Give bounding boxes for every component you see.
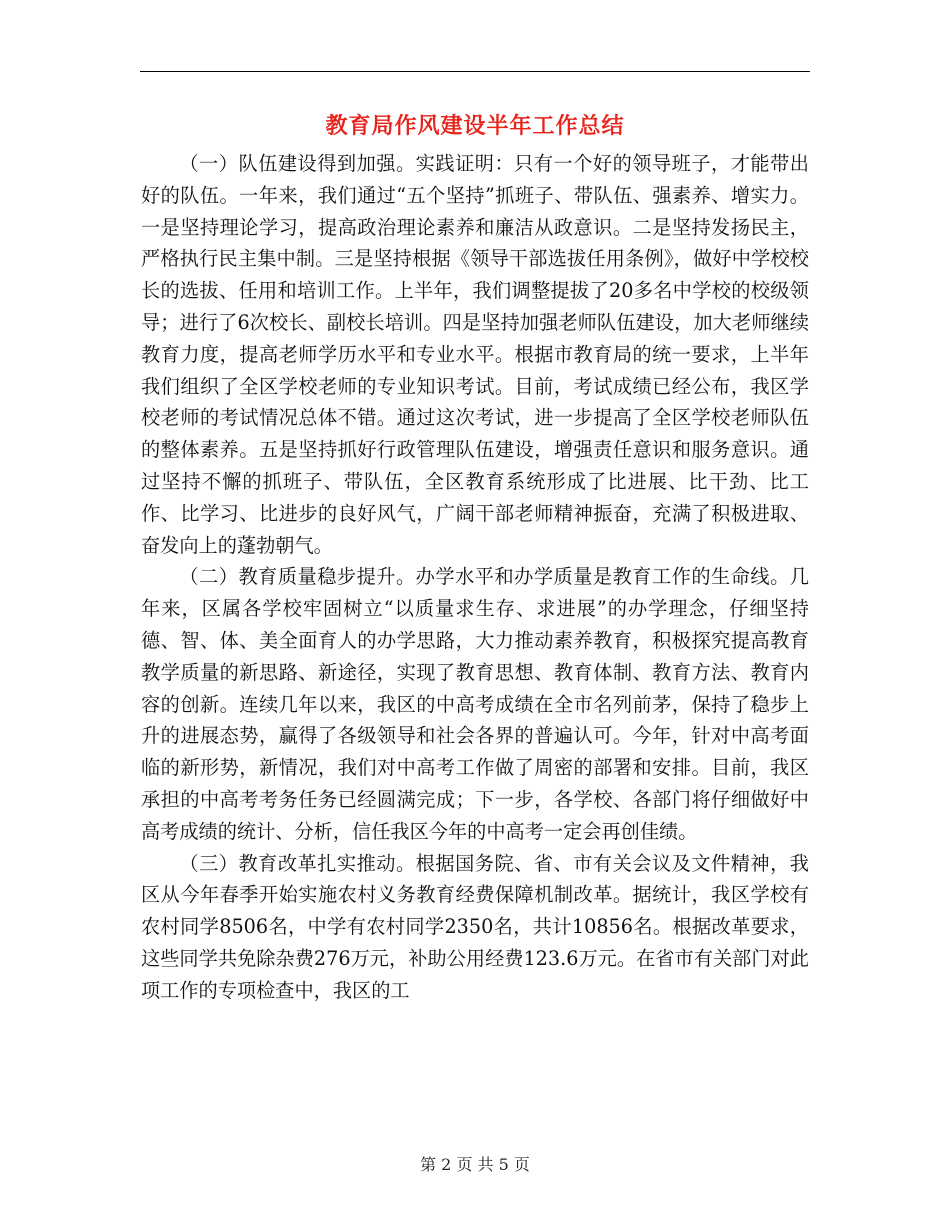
page-number-footer: 第 2 页 共 5 页	[420, 1155, 530, 1174]
header-rule	[140, 71, 810, 72]
paragraph-education-quality: （二）教育质量稳步提升。办学水平和办学质量是教育工作的生命线。几年来，区属各学校牢固树立“以质量求生存、求进展”的办学理念，仔细坚持德、智、体、美全面育人的办学思路，大力推动素养教育，积极探究提高教育教学质量的新思路、新途径，实现了教育思想、教育体制、教育方法、教育内容的创新。连续几年以来，我区的中高考成绩在全市名列前茅，保持了稳步上升的进展态势，赢得了各级领导和社会各界的普遍认可。今年，针对中高考面临的新形势，新情况，我们对中高考工作做了周密的部署和安排。目前，我区承担的中高考考务任务已经圆满完成；下一步，各学校、各部门将仔细做好中高考成绩的统计、分析，信任我区今年的中高考一定会再创佳绩。	[141, 565, 809, 843]
paragraph-team-building: （一）队伍建设得到加强。实践证明：只有一个好的领导班子，才能带出好的队伍。一年来，我们通过“五个坚持”抓班子、带队伍、强素养、增实力。一是坚持理论学习，提高政治理论素养和廉洁从政意识。二是坚持发扬民主，严格执行民主集中制。三是坚持根据《领导干部选拔任用条例》，做好中学校校长的选拔、任用和培训工作。上半年，我们调整提拔了20多名中学校的校级领导；进行了6次校长、副校长培训。四是坚持加强老师队伍建设，加大老师继续教育力度，提高老师学历水平和专业水平。根据市教育局的统一要求，上半年我们组织了全区学校老师的专业知识考试。目前，考试成绩已经公布，我区学校老师的考试情况总体不错。通过这次考试，进一步提高了全区学校老师队伍的整体素养。五是坚持抓好行政管理队伍建设，增强责任意识和服务意识。通过坚持不懈的抓班子、带队伍，全区教育系统形成了比进展、比干劲、比工作、比学习、比进步的良好风气，广阔干部老师精神振奋，充满了积极进取、奋发向上的蓬勃朝气。	[141, 152, 809, 557]
document-body	[141, 148, 809, 1007]
document-title: 教育局作风建设半年工作总结	[325, 113, 625, 139]
paragraph-education-reform: （三）教育改革扎实推动。根据国务院、省、市有关会议及文件精神，我区从今年春季开始实施农村义务教育经费保障机制改革。据统计，我区学校有农村同学8506名，中学有农村同学2350名，共计10856名。根据改革要求，这些同学共免除杂费276万元，补助公用经费123.6万元。在省市有关部门对此项工作的专项检查中，我区的工	[141, 851, 809, 1002]
